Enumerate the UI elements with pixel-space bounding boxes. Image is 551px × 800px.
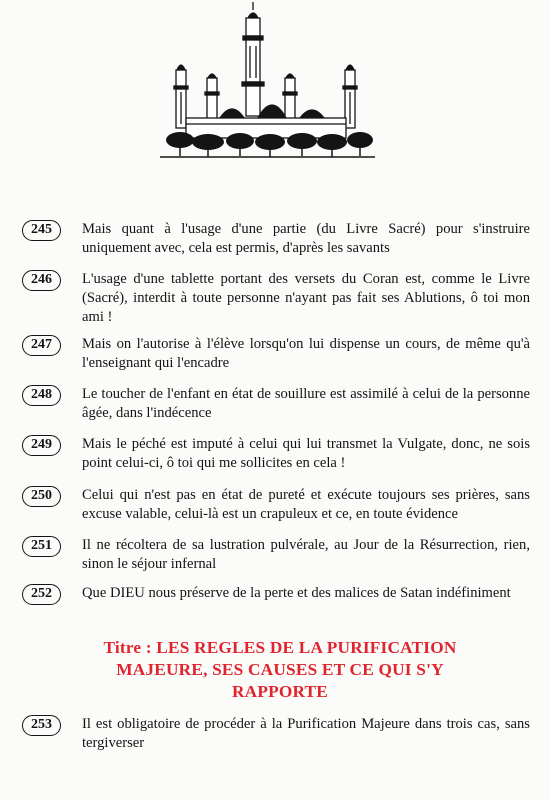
verse-number-badge: 246 [22, 270, 61, 291]
verse-number-badge: 252 [22, 584, 61, 605]
verse-number-badge: 250 [22, 486, 61, 507]
section-title-line-3: RAPPORTE [231, 682, 329, 701]
verse-number-badge: 251 [22, 536, 61, 557]
verse-text: L'usage d'une tablette portant des versets du Coran est, comme le Livre (Sacré), interdit à toute personne n'ayant pas fait ses Ablutions, ô toi mon ami ! [82, 271, 530, 325]
verse-text: Il est obligatoire de procéder à la Purification Majeure dans trois cas, sans tergiverser [82, 716, 530, 751]
verse-text: Mais quant à l'usage d'une partie (du Livre Sacré) pour s'instruire uniquement avec, cela est permis, d'après les savants [82, 221, 530, 256]
verse-number-badge: 248 [22, 385, 61, 406]
verse-text: Il ne récoltera de sa lustration pulvérale, au Jour de la Résurrection, rien, sinon le séjour infernal [82, 537, 530, 572]
verse-number-badge: 245 [22, 220, 61, 241]
section-title-line-1: Titre : LES REGLES DE LA PURIFICATION [103, 638, 457, 657]
verse-text: Mais le péché est imputé à celui qui lui transmet la Vulgate, donc, ne sois point celui-ci, ô toi qui me sollicites en cela ! [82, 436, 530, 471]
section-title [60, 637, 500, 703]
mosque-illustration [160, 0, 375, 160]
verse-number-badge: 253 [22, 715, 61, 736]
verse-number-badge: 249 [22, 435, 61, 456]
verse-text: Le toucher de l'enfant en état de souillure est assimilé à celui de la personne âgée, dans l'indécence [82, 386, 530, 421]
section-title-line-2: MAJEURE, SES CAUSES ET CE QUI S'Y [116, 660, 444, 679]
verse-number-badge: 247 [22, 335, 61, 356]
verse-text: Mais on l'autorise à l'élève lorsqu'on lui dispense un cours, de même qu'à l'enseignant qui l'encadre [82, 336, 530, 371]
verse-text: Que DIEU nous préserve de la perte et des malices de Satan indéfiniment [82, 585, 511, 601]
verse-text: Celui qui n'est pas en état de pureté et exécute toujours ses prières, sans excuse valable, celui-là est un crapuleux et ce, en toute évidence [82, 487, 530, 522]
